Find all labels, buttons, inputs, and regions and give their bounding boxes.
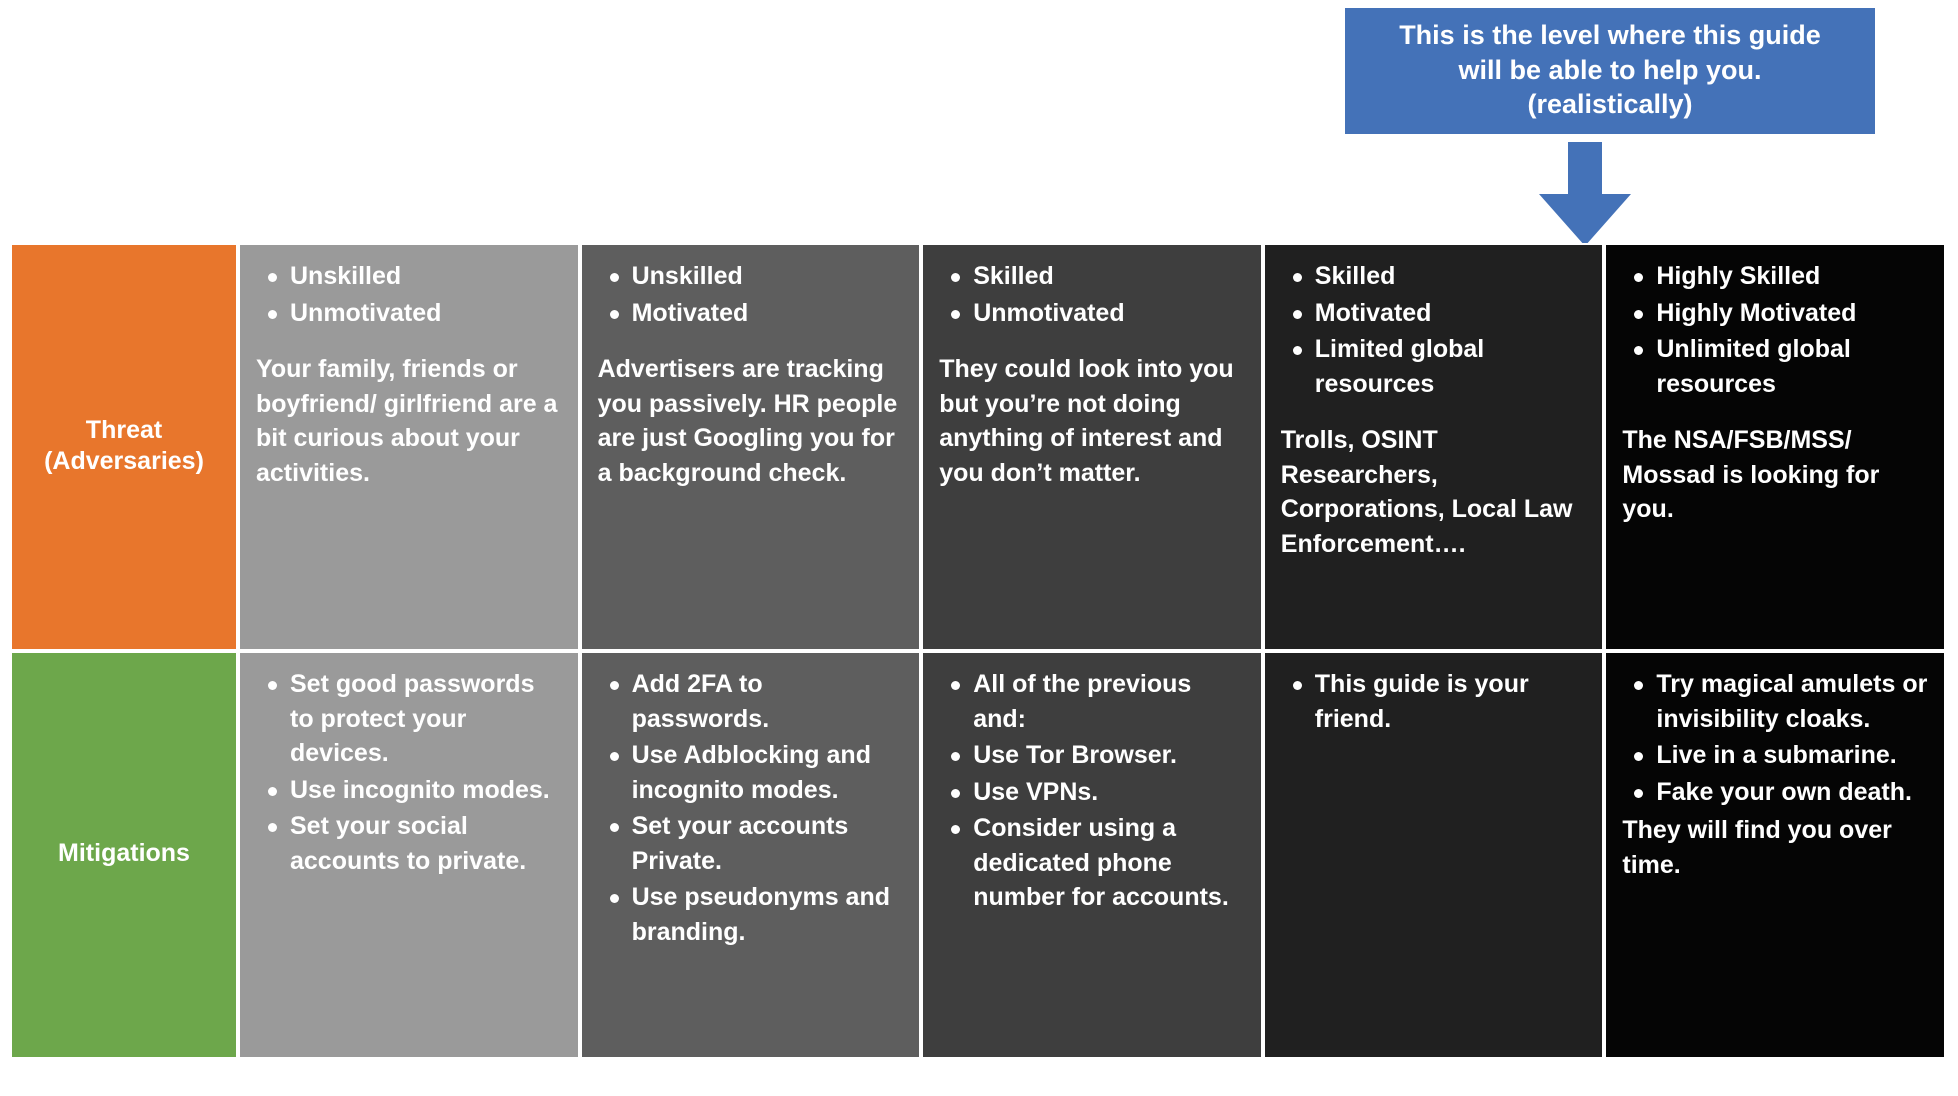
threat-bullets-level-1 (256, 259, 562, 330)
list-item: Highly Motivated (1656, 296, 1928, 331)
table-row-mitigations (10, 651, 1946, 1059)
threat-description-level-1: Your family, friends or boyfriend/ girlfriend are a bit curious about your activities. (256, 355, 558, 487)
threat-description-level-5: The NSA/FSB/MSS/ Mossad is looking for you. (1622, 426, 1880, 523)
list-item: Set good passwords to protect your devices. (290, 667, 562, 771)
threat-bullets-level-3 (939, 259, 1245, 330)
list-item: Unskilled (632, 259, 904, 294)
list-item: Set your accounts Private. (632, 809, 904, 878)
list-item: Try magical amulets or invisibility cloaks. (1656, 667, 1928, 736)
mitigation-bullets-level-1 (256, 667, 562, 878)
mitigation-cell-level-5 (1604, 651, 1946, 1059)
row-header-threat (10, 243, 238, 651)
list-item: Motivated (632, 296, 904, 331)
mitigation-bullets-level-5 (1622, 667, 1928, 809)
list-item: Add 2FA to passwords. (632, 667, 904, 736)
list-item: Unlimited global resources (1656, 332, 1928, 401)
threat-bullets-level-4 (1281, 259, 1587, 401)
mitigation-cell-level-4 (1263, 651, 1605, 1059)
list-item: Use VPNs. (973, 775, 1245, 810)
threat-bullets-level-5 (1622, 259, 1928, 401)
mitigation-cell-level-1 (238, 651, 580, 1059)
list-item: Skilled (1315, 259, 1587, 294)
list-item: Motivated (1315, 296, 1587, 331)
threat-description-level-3: They could look into you but you’re not doing anything of interest and you don’t matter. (939, 355, 1234, 487)
row-header-mitigations-label: Mitigations (58, 839, 190, 868)
list-item: Limited global resources (1315, 332, 1587, 401)
list-item: Skilled (973, 259, 1245, 294)
threat-cell-level-1 (238, 243, 580, 651)
down-arrow-icon (1530, 142, 1640, 252)
list-item: Live in a submarine. (1656, 738, 1928, 773)
list-item: Use incognito modes. (290, 773, 562, 808)
list-item: This guide is your friend. (1315, 667, 1587, 736)
callout-line-2: will be able to help you. (1458, 54, 1762, 85)
mitigation-bullets-level-3 (939, 667, 1245, 915)
mitigation-cell-level-3 (921, 651, 1263, 1059)
table-row-threat (10, 243, 1946, 651)
list-item: Fake your own death. (1656, 775, 1928, 810)
callout-container (1345, 8, 1875, 134)
threat-model-matrix (10, 243, 1946, 1059)
threat-cell-level-3 (921, 243, 1263, 651)
row-header-threat-line2: (Adversaries) (44, 447, 204, 475)
list-item: Use pseudonyms and branding. (632, 880, 904, 949)
mitigation-cell-level-2 (580, 651, 922, 1059)
row-header-threat-line1: Threat (85, 415, 163, 444)
mitigation-note-level-5: They will find you over time. (1622, 816, 1892, 879)
list-item: Unmotivated (973, 296, 1245, 331)
threat-cell-level-4 (1263, 243, 1605, 651)
list-item: Set your social accounts to private. (290, 809, 562, 878)
mitigation-bullets-level-2 (598, 667, 904, 949)
list-item: All of the previous and: (973, 667, 1245, 736)
mitigation-bullets-level-4 (1281, 667, 1587, 736)
threat-description-level-2: Advertisers are tracking you passively. HR people are just Googling you for a background check. (597, 355, 898, 487)
callout-line-3: (realistically) (1527, 89, 1693, 120)
list-item: Consider using a dedicated phone number for accounts. (973, 811, 1245, 915)
threat-cell-level-5 (1604, 243, 1946, 651)
list-item: Use Tor Browser. (973, 738, 1245, 773)
list-item: Unmotivated (290, 296, 562, 331)
threat-bullets-level-2 (598, 259, 904, 330)
row-header-mitigations (10, 651, 238, 1059)
threat-description-level-4: Trolls, OSINT Researchers, Corporations, Local Law Enforcement…. (1280, 426, 1573, 558)
list-item: Highly Skilled (1656, 259, 1928, 294)
callout-box (1345, 8, 1875, 134)
list-item: Unskilled (290, 259, 562, 294)
list-item: Use Adblocking and incognito modes. (632, 738, 904, 807)
threat-cell-level-2 (580, 243, 922, 651)
callout-line-1: This is the level where this guide (1399, 20, 1821, 50)
